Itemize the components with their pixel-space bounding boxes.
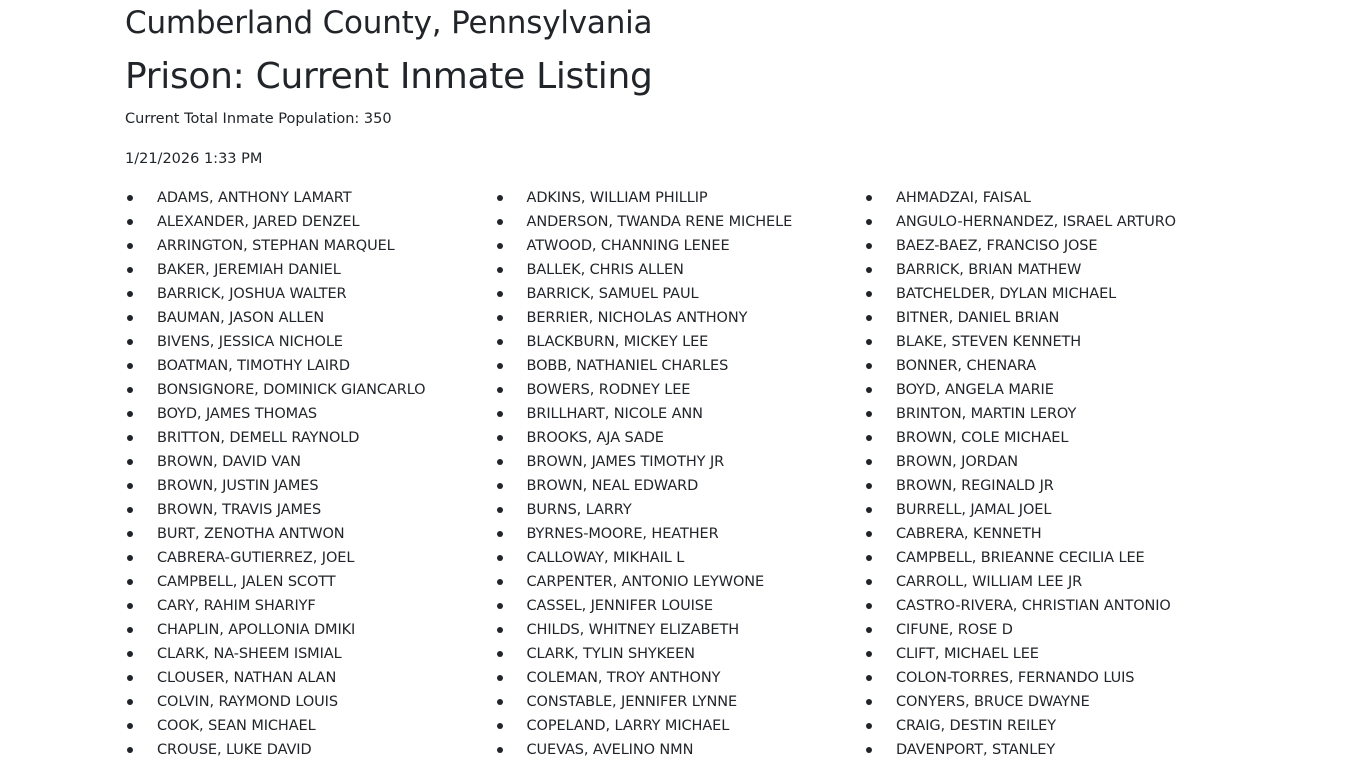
inmate-name: CUEVAS, AVELINO NMN: [526, 742, 694, 758]
inmate-name: BAKER, JEREMIAH DANIEL: [157, 262, 341, 278]
inmate-name: COOK, SEAN MICHAEL: [157, 718, 316, 734]
bullet-icon: [866, 195, 872, 201]
list-item: [864, 426, 1234, 450]
inmate-name: CARY, RAHIM SHARIYF: [157, 598, 316, 614]
list-item: [495, 642, 865, 666]
inmate-name: DAVENPORT, STANLEY: [896, 742, 1056, 758]
bullet-icon: [497, 435, 503, 441]
inmate-name: CARPENTER, ANTONIO LEYWONE: [526, 574, 765, 590]
list-item: [495, 234, 865, 258]
list-item: [125, 714, 495, 738]
inmate-name: BOYD, JAMES THOMAS: [157, 406, 317, 422]
list-item: [864, 306, 1234, 330]
bullet-icon: [497, 627, 503, 633]
list-item: [864, 690, 1234, 714]
list-item: [125, 618, 495, 642]
inmate-name: BARRICK, SAMUEL PAUL: [526, 286, 699, 302]
inmate-name: CASSEL, JENNIFER LOUISE: [526, 598, 713, 614]
bullet-icon: [497, 483, 503, 489]
bullet-icon: [866, 363, 872, 369]
list-item: [864, 186, 1234, 210]
inmate-name: CHAPLIN, APOLLONIA DMIKI: [157, 622, 356, 638]
inmate-name: BAUMAN, JASON ALLEN: [157, 310, 325, 326]
inmate-name: BROWN, REGINALD JR: [896, 478, 1054, 494]
list-item: [125, 210, 495, 234]
bullet-icon: [127, 675, 133, 681]
list-item: [495, 546, 865, 570]
list-item: [125, 522, 495, 546]
list-item: [495, 402, 865, 426]
list-item: [125, 330, 495, 354]
inmate-name: CAMPBELL, JALEN SCOTT: [157, 574, 336, 590]
bullet-icon: [866, 219, 872, 225]
list-item: [864, 378, 1234, 402]
inmate-name: BROWN, JORDAN: [896, 454, 1018, 470]
list-item: [125, 378, 495, 402]
list-item: [864, 330, 1234, 354]
list-item: [125, 738, 495, 762]
inmate-name: BURRELL, JAMAL JOEL: [896, 502, 1052, 518]
list-item: [495, 474, 865, 498]
bullet-icon: [127, 723, 133, 729]
bullet-icon: [866, 675, 872, 681]
inmate-name: BURNS, LARRY: [526, 502, 632, 518]
inmate-name: BROWN, COLE MICHAEL: [896, 430, 1069, 446]
bullet-icon: [127, 747, 133, 753]
timestamp: 1/21/2026 1:33 PM: [125, 151, 263, 167]
bullet-icon: [497, 603, 503, 609]
list-item: [495, 618, 865, 642]
list-item: [495, 690, 865, 714]
list-item: [864, 210, 1234, 234]
inmate-name: CONSTABLE, JENNIFER LYNNE: [526, 694, 738, 710]
bullet-icon: [127, 219, 133, 225]
list-item: [495, 330, 865, 354]
inmate-name: CASTRO-RIVERA, CHRISTIAN ANTONIO: [896, 598, 1171, 614]
inmate-name: BOWERS, RODNEY LEE: [526, 382, 691, 398]
list-item: [125, 426, 495, 450]
bullet-icon: [127, 339, 133, 345]
bullet-icon: [497, 675, 503, 681]
inmate-name: CLARK, TYLIN SHYKEEN: [526, 646, 695, 662]
inmate-name: CLARK, NA-SHEEM ISMIAL: [157, 646, 342, 662]
list-item: [495, 594, 865, 618]
list-item: [864, 570, 1234, 594]
list-item: [864, 402, 1234, 426]
bullet-icon: [866, 411, 872, 417]
list-item: [864, 498, 1234, 522]
list-item: [864, 234, 1234, 258]
bullet-icon: [866, 387, 872, 393]
bullet-icon: [127, 603, 133, 609]
list-item: [125, 642, 495, 666]
list-item: [125, 306, 495, 330]
inmate-name: BITNER, DANIEL BRIAN: [896, 310, 1060, 326]
inmate-name: CAMPBELL, BRIEANNE CECILIA LEE: [896, 550, 1145, 566]
bullet-icon: [497, 411, 503, 417]
inmate-name: CONYERS, BRUCE DWAYNE: [896, 694, 1090, 710]
inmate-name: BURT, ZENOTHA ANTWON: [157, 526, 345, 542]
inmate-name: BRILLHART, NICOLE ANN: [526, 406, 703, 422]
bullet-icon: [127, 291, 133, 297]
list-item: [495, 258, 865, 282]
inmate-name: BARRICK, BRIAN MATHEW: [896, 262, 1082, 278]
inmate-name: BATCHELDER, DYLAN MICHAEL: [896, 286, 1117, 302]
list-item: [125, 258, 495, 282]
list-item: [495, 354, 865, 378]
bullet-icon: [866, 651, 872, 657]
bullet-icon: [866, 699, 872, 705]
list-item: [495, 210, 865, 234]
bullet-icon: [127, 699, 133, 705]
list-item: [495, 186, 865, 210]
inmate-name: COPELAND, LARRY MICHAEL: [526, 718, 730, 734]
bullet-icon: [127, 459, 133, 465]
inmate-name: BROWN, TRAVIS JAMES: [157, 502, 322, 518]
bullet-icon: [497, 555, 503, 561]
bullet-icon: [127, 483, 133, 489]
bullet-icon: [127, 243, 133, 249]
bullet-icon: [127, 507, 133, 513]
inmate-name: ALEXANDER, JARED DENZEL: [157, 214, 360, 230]
list-item: [864, 666, 1234, 690]
list-item: [125, 354, 495, 378]
list-item: [864, 258, 1234, 282]
bullet-icon: [866, 483, 872, 489]
inmate-name: CABRERA-GUTIERREZ, JOEL: [157, 550, 355, 566]
list-item: [495, 498, 865, 522]
list-item: [125, 594, 495, 618]
list-item: [495, 306, 865, 330]
bullet-icon: [127, 387, 133, 393]
bullet-icon: [497, 339, 503, 345]
list-item: [864, 474, 1234, 498]
bullet-icon: [866, 747, 872, 753]
bullet-icon: [497, 579, 503, 585]
bullet-icon: [497, 315, 503, 321]
bullet-icon: [866, 555, 872, 561]
bullet-icon: [127, 195, 133, 201]
inmate-name: CLIFT, MICHAEL LEE: [896, 646, 1039, 662]
inmate-name: BROOKS, AJA SADE: [526, 430, 664, 446]
inmate-name: BROWN, JUSTIN JAMES: [157, 478, 319, 494]
inmate-name: ANDERSON, TWANDA RENE MICHELE: [526, 214, 793, 230]
list-item: [864, 522, 1234, 546]
bullet-icon: [127, 651, 133, 657]
list-item: [125, 450, 495, 474]
inmate-name: CALLOWAY, MIKHAIL L: [526, 550, 685, 566]
bullet-icon: [127, 531, 133, 537]
inmate-name: COLVIN, RAYMOND LOUIS: [157, 694, 338, 710]
inmate-name: CRAIG, DESTIN REILEY: [896, 718, 1056, 734]
inmate-name: BLAKE, STEVEN KENNETH: [896, 334, 1082, 350]
bullet-icon: [866, 267, 872, 273]
list-item: [495, 666, 865, 690]
inmate-name: ATWOOD, CHANNING LENEE: [526, 238, 730, 254]
list-item: [125, 666, 495, 690]
inmate-name: ANGULO-HERNANDEZ, ISRAEL ARTURO: [896, 214, 1176, 230]
inmate-name: BROWN, DAVID VAN: [157, 454, 301, 470]
inmate-name: ARRINGTON, STEPHAN MARQUEL: [157, 238, 395, 254]
inmate-name: CHILDS, WHITNEY ELIZABETH: [526, 622, 740, 638]
inmate-name: BARRICK, JOSHUA WALTER: [157, 286, 347, 302]
list-item: [864, 354, 1234, 378]
inmate-name: AHMADZAI, FAISAL: [896, 190, 1031, 206]
bullet-icon: [497, 699, 503, 705]
list-item: [125, 282, 495, 306]
inmate-name: ADAMS, ANTHONY LAMART: [157, 190, 352, 206]
bullet-icon: [127, 579, 133, 585]
list-item: [495, 738, 865, 762]
inmate-name: BAEZ-BAEZ, FRANCISO JOSE: [896, 238, 1098, 254]
list-item: [864, 282, 1234, 306]
inmate-name: COLEMAN, TROY ANTHONY: [526, 670, 721, 686]
bullet-icon: [127, 627, 133, 633]
list-item: [495, 282, 865, 306]
bullet-icon: [866, 459, 872, 465]
inmate-name: BONNER, CHENARA: [896, 358, 1037, 374]
inmate-name: CLOUSER, NATHAN ALAN: [157, 670, 337, 686]
list-item: [864, 642, 1234, 666]
bullet-icon: [497, 387, 503, 393]
list-item: [864, 714, 1234, 738]
bullet-icon: [866, 627, 872, 633]
bullet-icon: [497, 267, 503, 273]
inmate-name: BROWN, NEAL EDWARD: [526, 478, 699, 494]
list-item: [495, 522, 865, 546]
list-item: [495, 378, 865, 402]
bullet-icon: [497, 531, 503, 537]
inmate-name: CABRERA, KENNETH: [896, 526, 1042, 542]
bullet-icon: [497, 243, 503, 249]
inmate-name: BOYD, ANGELA MARIE: [896, 382, 1054, 398]
inmate-name: BALLEK, CHRIS ALLEN: [526, 262, 684, 278]
bullet-icon: [497, 363, 503, 369]
bullet-icon: [497, 507, 503, 513]
list-item: [495, 450, 865, 474]
inmate-name: BIVENS, JESSICA NICHOLE: [157, 334, 343, 350]
county-heading: Cumberland County, Pennsylvania: [125, 5, 653, 41]
list-item: [864, 738, 1234, 762]
inmate-name: CROUSE, LUKE DAVID: [157, 742, 312, 758]
bullet-icon: [866, 435, 872, 441]
list-item: [125, 570, 495, 594]
inmate-name: BOATMAN, TIMOTHY LAIRD: [157, 358, 350, 374]
bullet-icon: [497, 219, 503, 225]
inmate-list: [125, 186, 1235, 762]
bullet-icon: [866, 243, 872, 249]
list-item: [125, 498, 495, 522]
list-item: [864, 450, 1234, 474]
inmate-name: BOBB, NATHANIEL CHARLES: [526, 358, 729, 374]
bullet-icon: [866, 723, 872, 729]
bullet-icon: [866, 291, 872, 297]
inmate-name: BROWN, JAMES TIMOTHY JR: [526, 454, 725, 470]
bullet-icon: [866, 531, 872, 537]
bullet-icon: [127, 315, 133, 321]
inmate-name: BERRIER, NICHOLAS ANTHONY: [526, 310, 748, 326]
inmate-name: ADKINS, WILLIAM PHILLIP: [526, 190, 708, 206]
bullet-icon: [866, 315, 872, 321]
list-item: [125, 234, 495, 258]
bullet-icon: [127, 411, 133, 417]
bullet-icon: [127, 435, 133, 441]
list-item: [125, 546, 495, 570]
list-item: [125, 474, 495, 498]
list-item: [495, 426, 865, 450]
bullet-icon: [127, 555, 133, 561]
inmate-name: BONSIGNORE, DOMINICK GIANCARLO: [157, 382, 426, 398]
bullet-icon: [497, 723, 503, 729]
bullet-icon: [866, 507, 872, 513]
bullet-icon: [866, 339, 872, 345]
inmate-name: BLACKBURN, MICKEY LEE: [526, 334, 709, 350]
list-item: [864, 546, 1234, 570]
list-item: [864, 618, 1234, 642]
bullet-icon: [866, 603, 872, 609]
bullet-icon: [497, 291, 503, 297]
bullet-icon: [127, 363, 133, 369]
inmate-name: CIFUNE, ROSE D: [896, 622, 1013, 638]
bullet-icon: [497, 747, 503, 753]
population-count: Current Total Inmate Population: 350: [125, 111, 392, 127]
list-item: [125, 186, 495, 210]
bullet-icon: [866, 579, 872, 585]
bullet-icon: [497, 459, 503, 465]
list-item: [125, 402, 495, 426]
bullet-icon: [497, 195, 503, 201]
bullet-icon: [497, 651, 503, 657]
inmate-name: BRITTON, DEMELL RAYNOLD: [157, 430, 360, 446]
list-item: [495, 570, 865, 594]
list-item: [495, 714, 865, 738]
inmate-name: BYRNES-MOORE, HEATHER: [526, 526, 719, 542]
page-title: Prison: Current Inmate Listing: [125, 56, 653, 97]
bullet-icon: [127, 267, 133, 273]
list-item: [864, 594, 1234, 618]
inmate-name: CARROLL, WILLIAM LEE JR: [896, 574, 1083, 590]
inmate-name: COLON-TORRES, FERNANDO LUIS: [896, 670, 1135, 686]
inmate-name: BRINTON, MARTIN LEROY: [896, 406, 1077, 422]
list-item: [125, 690, 495, 714]
